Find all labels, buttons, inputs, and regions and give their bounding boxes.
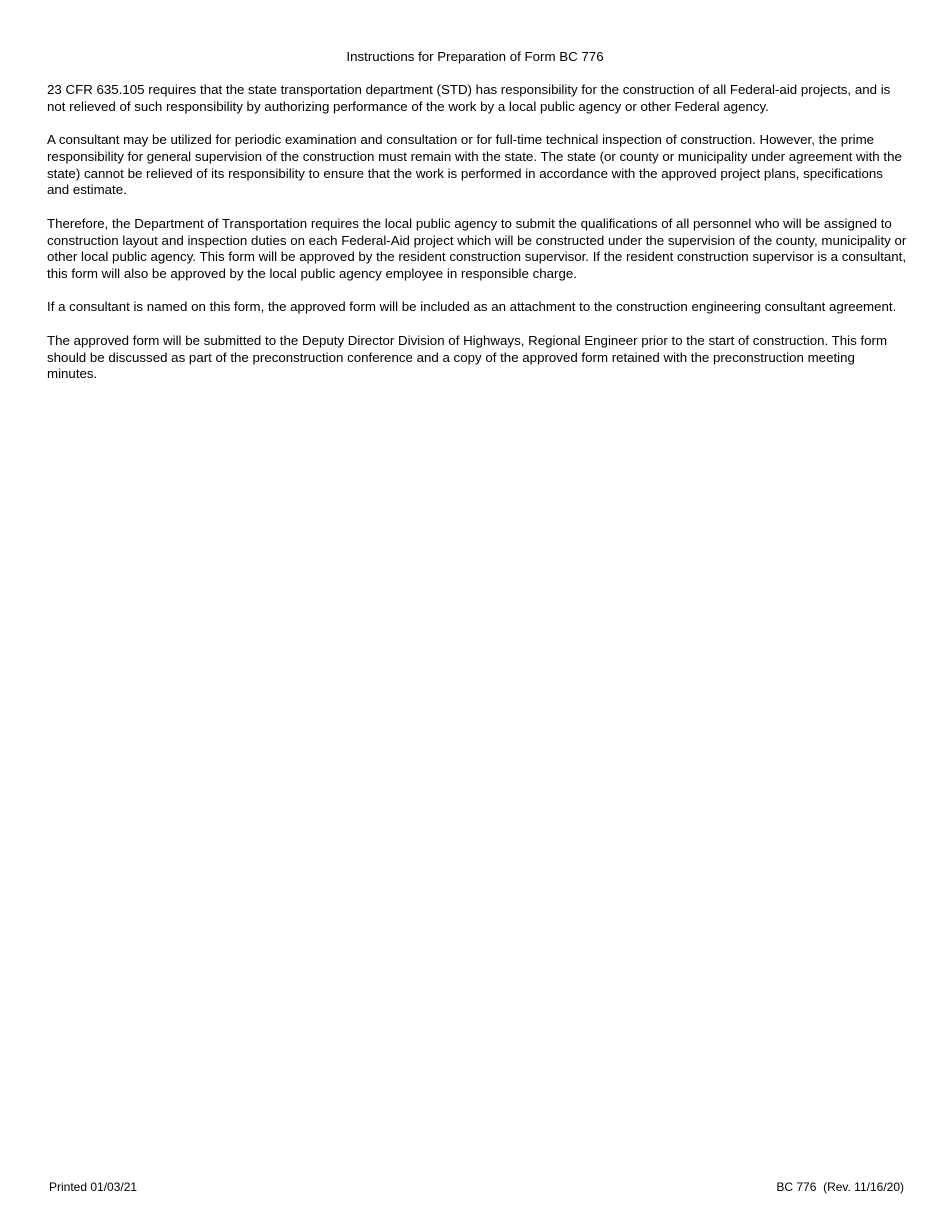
paragraph-consultant-use: A consultant may be utilized for periodic examination and consultation or for full-time technical inspection of construction. However, the prime responsibility for general supervision of the construction must remain with the state. The state (or county or municipality under agreement with the state) cannot be relieved of its responsibility to ensure that the work is performed in accordance with the approved project plans, specifications and estimate. (47, 132, 902, 198)
paragraph-cfr-requirement: 23 CFR 635.105 requires that the state transportation department (STD) has responsibility for the construction of all Federal-aid projects, and is not relieved of such responsibility by authorizing performance of the work by a local public agency or other Federal agency. (47, 82, 891, 114)
instructions-body (47, 82, 907, 400)
paragraph-personnel-qualifications: Therefore, the Department of Transportation requires the local public agency to submit the qualifications of all personnel who will be assigned to construction layout and inspection duties on each Federal-Aid project which will be constructed under the supervision of the county, municipality or other local public agency. This form will be approved by the resident construction supervisor. If the resident construction supervisor is a consultant, this form will also be approved by the local public agency employee in responsible charge. (47, 215, 907, 282)
paragraph-submission: The approved form will be submitted to the Deputy Director Division of Highways, Regional Engineer prior to the start of construction. This form should be discussed as part of the preconstruction conference and a copy of the approved form retained with the preconstruction meeting minutes. (47, 332, 888, 382)
printed-date: Printed 01/03/21 (49, 1180, 138, 1194)
paragraph-consultant-attachment: If a consultant is named on this form, the approved form will be included as an attachment to the construction engineering consultant agreement. (47, 299, 897, 315)
page-title: Instructions for Preparation of Form BC 776 (346, 49, 604, 64)
form-revision: BC 776 (Rev. 11/16/20) (776, 1180, 904, 1194)
